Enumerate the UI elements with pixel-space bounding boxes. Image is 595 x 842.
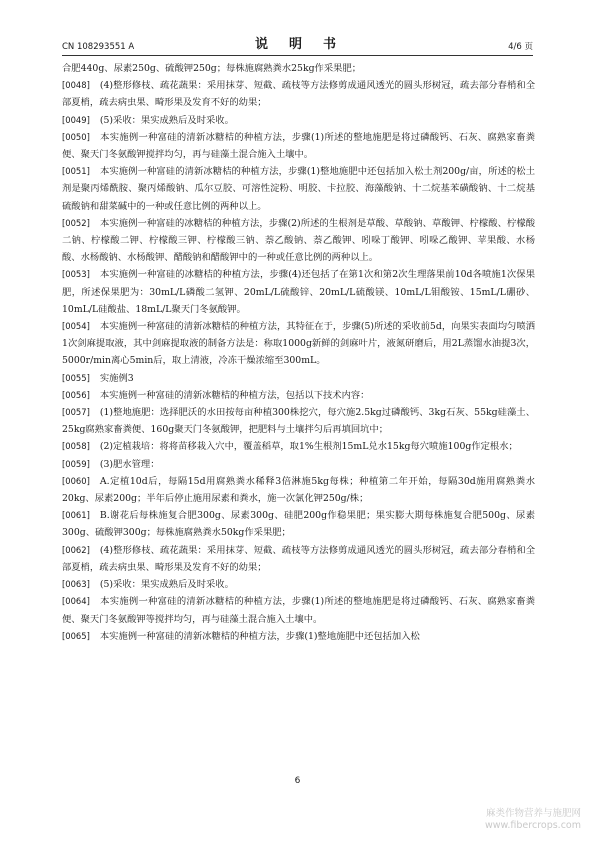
paragraph — [62, 129, 535, 163]
paragraph-number: [0053] — [62, 269, 90, 280]
paragraph — [62, 456, 535, 473]
paragraph-text: B.谢花后每株施复合肥300g、尿素300g、硅肥200g作稳果肥；果实膨大期每株施复合肥500g、尿素300g、硫酸钾300g；每株施腐熟粪水50kg作采果肥； — [62, 510, 535, 539]
paragraph — [62, 163, 535, 215]
paragraph-text: (5)采收：果实成熟后及时采收。 — [99, 114, 234, 126]
watermark-site-name: 麻类作物营养与施肥网 — [485, 808, 581, 819]
paragraph-text: 本实施例一种富硅的清新冰糖桔的种植方法，步骤(1)整地施肥中还包括加入松 — [99, 630, 420, 642]
paragraph — [62, 370, 535, 387]
paragraph-number: [0049] — [62, 114, 90, 125]
paragraph-number: [0052] — [62, 217, 90, 228]
paragraph-number: [0059] — [62, 458, 90, 469]
paragraph — [62, 473, 535, 507]
patent-number: CN 108293551 A — [62, 42, 135, 52]
paragraph-text: 本实施例一种富硅的冰糖桔的种植方法，步骤(4)还包括了在第1次和第2次生理落果前10d各喷施1次保果肥，所述保果肥为：30mL/L磷酸二氢钾、20mL/L硫酸锌、20mL/L硫酸镁、10mL/L钼酸铵、15mL/L硼砂、10mL/L硅酸盐、18mL/L聚天门冬氨酸钾。 — [62, 269, 535, 315]
paragraph-number: [0063] — [62, 579, 90, 590]
header-divider — [62, 55, 533, 56]
document-body — [62, 60, 535, 645]
site-watermark — [485, 808, 581, 832]
paragraph — [62, 438, 535, 455]
paragraph-text: 实施例3 — [99, 372, 134, 384]
paragraph-number: [0058] — [62, 441, 90, 452]
paragraph-text: (1)整地施肥：选择肥沃的水田按每亩种植300株挖穴，每穴施2.5kg过磷酸钙、3kg石灰、55kg硅藻土、25kg腐熟家畜粪便、160g聚天门冬氨酸钾，把肥料与土壤拌匀后再填回坑中； — [62, 407, 535, 436]
paragraph — [62, 112, 535, 129]
paragraph-text: 本实施例一种富硅的清新冰糖桔的种植方法，步骤(1)所述的整地施肥是将过磷酸钙、石灰、腐熟家畜粪便、聚天门冬氨酸钾等搅拌均匀，再与硅藻土混合施入土壤中。 — [62, 596, 535, 625]
page-header — [62, 34, 533, 52]
paragraph-text: 本实施例一种富硅的清新冰糖桔的种植方法，其特征在于，步骤(5)所述的采收前5d，向果实表面均匀喷洒1次剑麻提取液，其中剑麻提取液的制备方法是：称取1000g新鲜的剑麻叶片，液氮研磨后，用2L蒸馏水油提3次，5000r/min离心5min后，取上清液，冷冻干燥浓缩至300mL。 — [62, 321, 535, 367]
paragraph — [62, 404, 535, 438]
paragraph-text: 本实施例一种富硅的清新冰糖桔的种植方法，步骤(1)所述的整地施肥是将过磷酸钙、石灰、腐熟家畜粪便、聚天门冬氨酸钾搅拌均匀，再与硅藻土混合施入土壤中。 — [62, 131, 535, 161]
paragraph-number: [0054] — [62, 321, 90, 332]
paragraph — [62, 628, 535, 645]
paragraph-text: A.定植10d后，每隔15d用腐熟粪水稀释3倍淋施5kg每株；种植第二年开始，每隔30d施用腐熟粪水20kg、尿素200g；半年后停止施用尿素和粪水，施一次氯化钾250g/株； — [62, 475, 535, 505]
paragraph-number: [0055] — [62, 372, 90, 383]
paragraph-text: 本实施例一种富硅的冰糖桔的种植方法，步骤(2)所述的生根剂是草酸、草酸钠、草酸钾、柠檬酸、柠檬酸二钠、柠檬酸二钾、柠檬酸三钾、柠檬酸三钠、萘乙酸钠、萘乙酸钾、吲哚丁酸钾、吲哚乙酸钾、苹果酸、水杨酸、水杨酸钠、水杨酸钾、醋酸钠和醋酸钾中的一种或任意比例的两种以上。 — [62, 217, 535, 264]
paragraph-text: (3)肥水管理： — [99, 458, 160, 470]
page-indicator: 4/6 页 — [508, 42, 533, 52]
paragraph-number: [0064] — [62, 596, 90, 607]
paragraph — [62, 77, 535, 111]
paragraph-text: 本实施例一种富硅的清新冰糖桔的种植方法，包括以下技术内容： — [99, 389, 370, 401]
paragraph-number: [0057] — [62, 407, 90, 418]
document-title: 说 明 书 — [254, 37, 340, 52]
paragraph-text: (4)整形修枝、疏花蔬果：采用抹芽、短截、疏枝等方法修剪成通风透光的圆头形树冠，疏去部分春梢和全部夏梢，疏去病虫果、畸形果及发育不好的幼果； — [62, 80, 535, 109]
paragraph-text: (5)采收：果实成熟后及时采收。 — [99, 579, 234, 591]
paragraph — [62, 507, 535, 541]
paragraph-number: [0056] — [62, 389, 90, 400]
paragraph — [62, 215, 535, 267]
paragraph — [62, 593, 535, 627]
paragraph-number: [0048] — [62, 80, 90, 91]
paragraph-number: [0060] — [62, 475, 90, 486]
watermark-url: www.fibercrops.com — [484, 820, 581, 831]
paragraph — [62, 60, 535, 77]
paragraph-text: 合肥440g、尿素250g、硫酸钾250g；每株施腐熟粪水25kg作采果肥； — [62, 63, 362, 74]
paragraph-number: [0061] — [62, 510, 90, 521]
paragraph-number: [0062] — [62, 544, 90, 555]
paragraph-text: (2)定植栽培：将将苗移栽入穴中，覆盖稻草，取1%生根剂15mL兑水15kg每穴喷施100g作定根水； — [99, 441, 518, 453]
paragraph-number: [0051] — [62, 166, 90, 177]
paragraph-number: [0050] — [62, 131, 90, 142]
paragraph — [62, 576, 535, 593]
paragraph — [62, 318, 535, 370]
page-number: 6 — [294, 776, 301, 786]
paragraph-number: [0065] — [62, 630, 90, 641]
paragraph — [62, 266, 535, 318]
paragraph — [62, 387, 535, 404]
paragraph-text: 本实施例一种富硅的清新冰糖桔的种植方法，步骤(1)整地施肥中还包括加入松土剂200g/亩，所述的松土剂是聚丙烯酰胺、聚丙烯酸钠、瓜尔豆胶、可溶性淀粉、明胶、卡拉胶、海藻酸钠、十二烷基苯磺酸钠、十二烷基硫酸钠和甜菜碱中的一种或任意比例的两种以上。 — [62, 166, 535, 212]
paragraph-text: (4)整形修枝、疏花蔬果：采用抹芽、短截、疏枝等方法修剪成通风透光的圆头形树冠，疏去部分春梢和全部夏梢，疏去病虫果、畸形果及发育不好的幼果； — [62, 544, 535, 573]
paragraph — [62, 542, 535, 576]
